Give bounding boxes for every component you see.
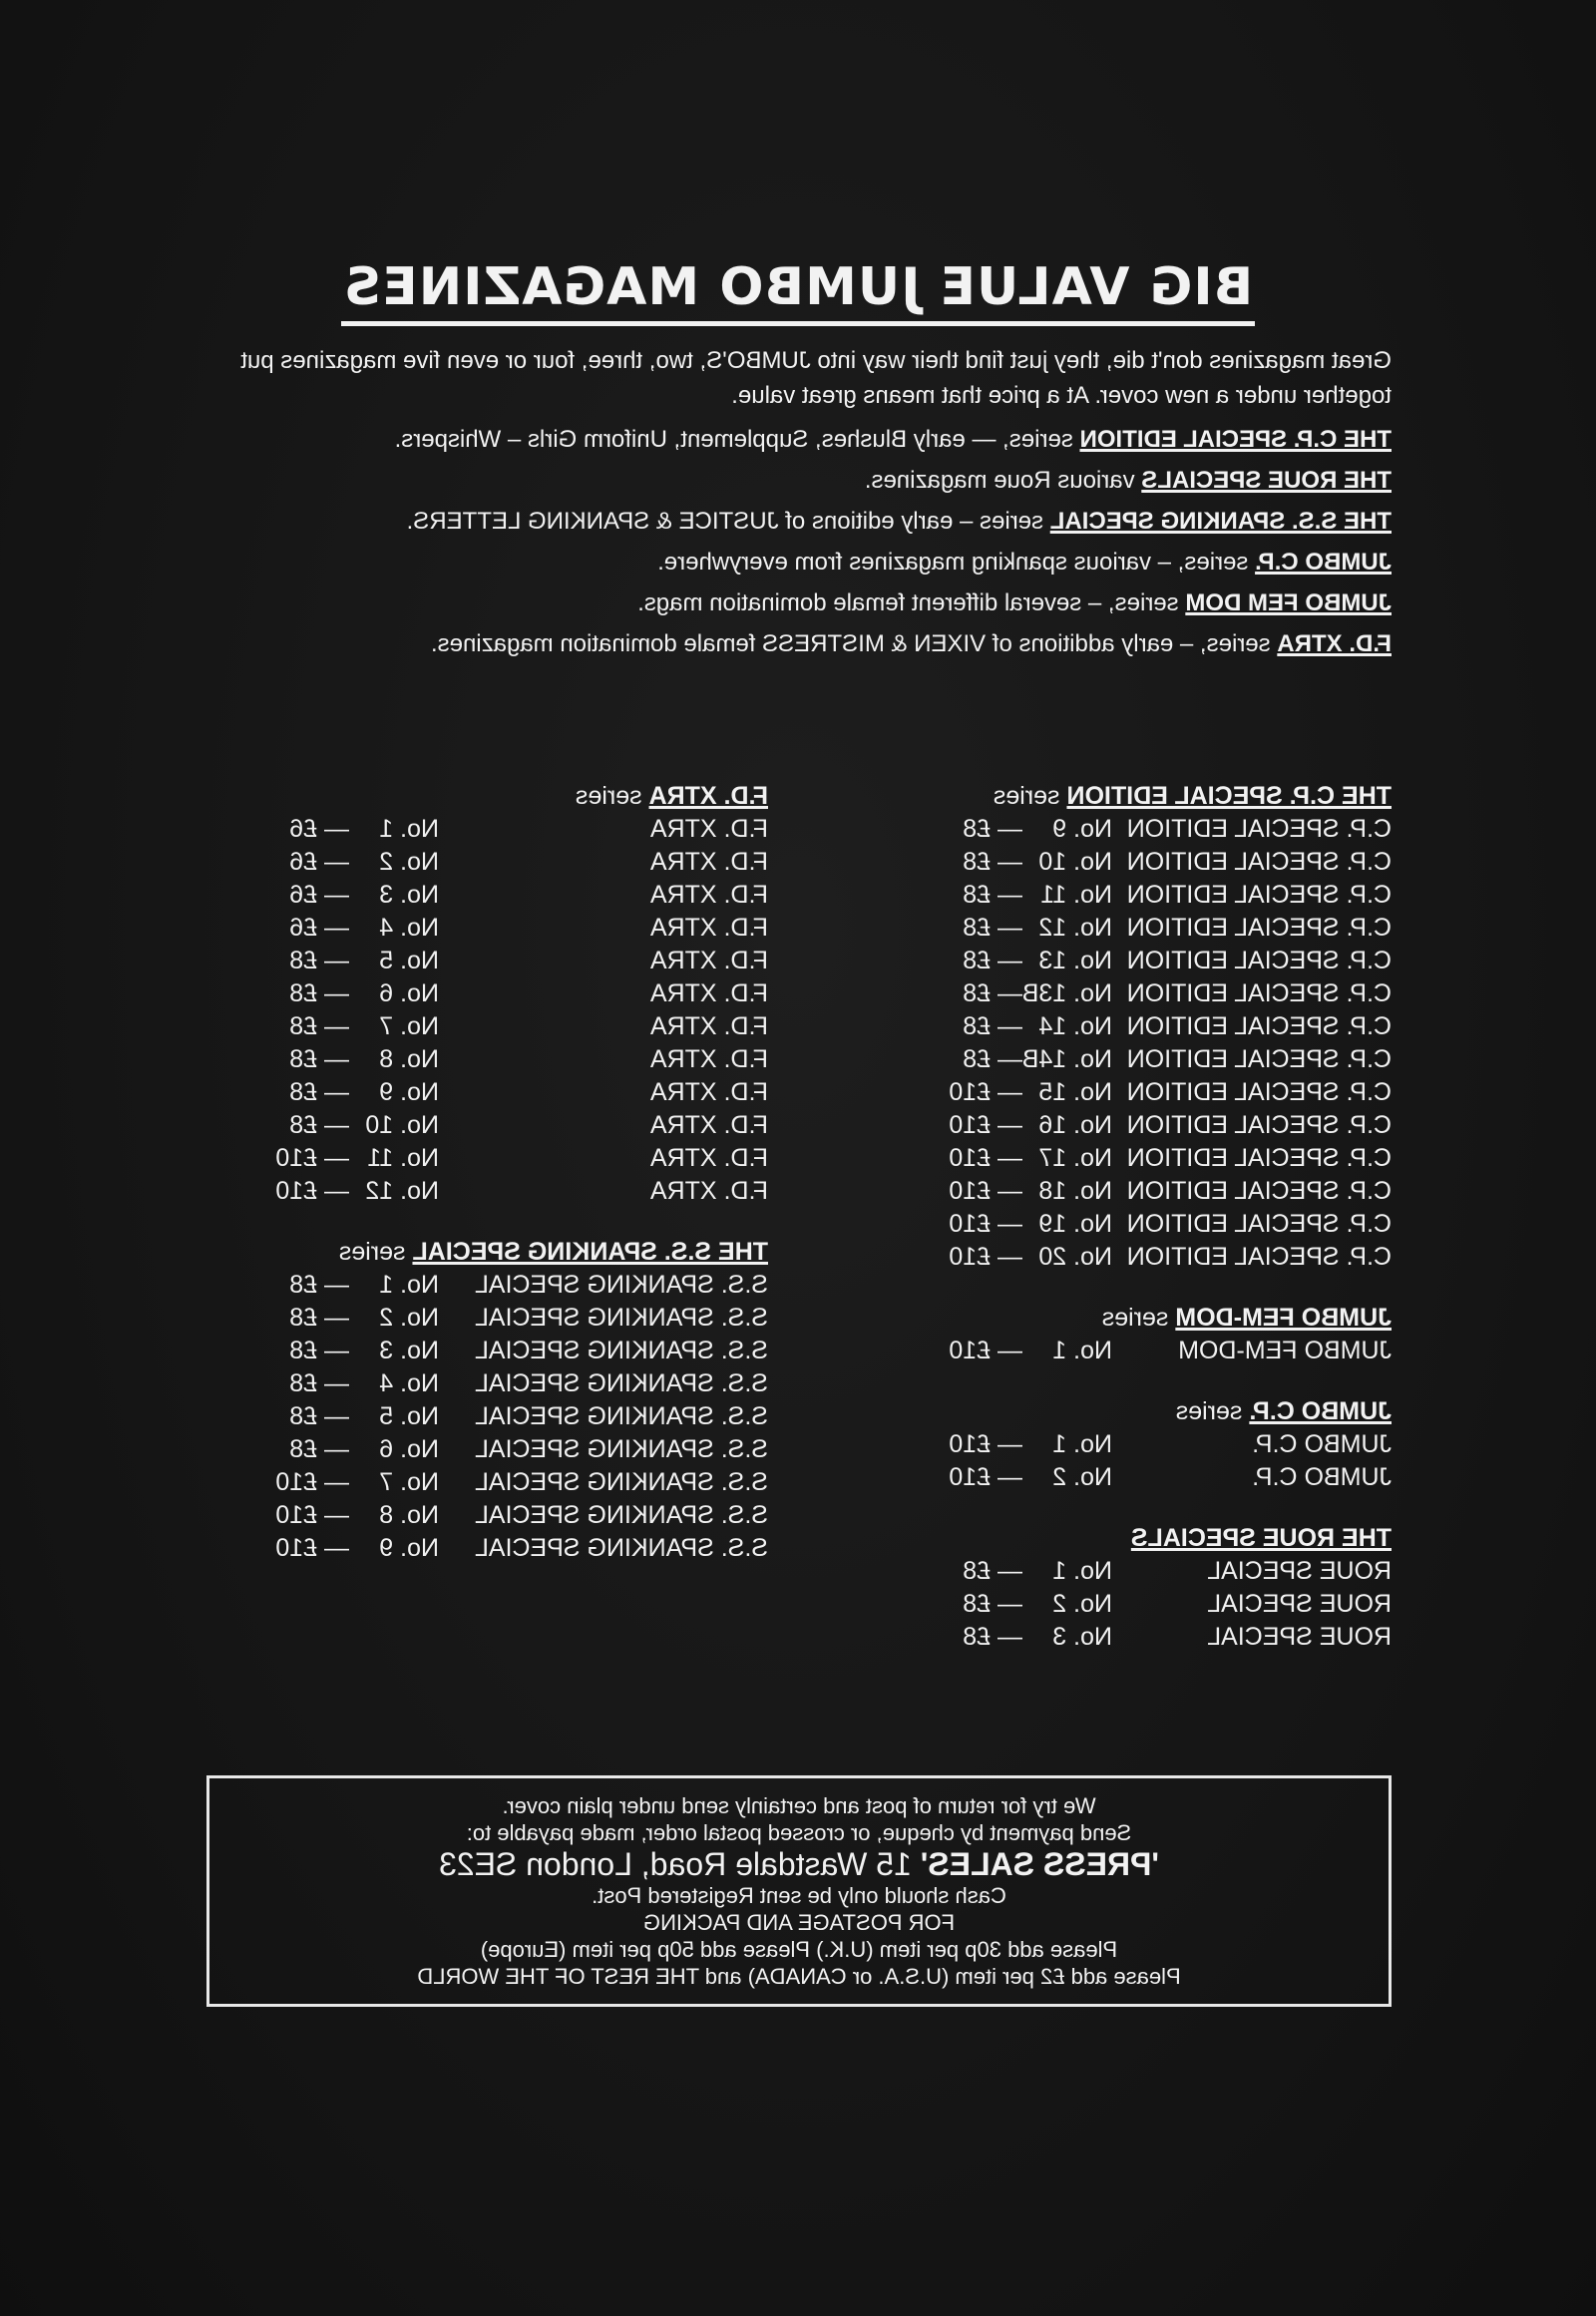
section-title: JUMBO C.P. [1249, 1397, 1392, 1425]
item-price: — £8 [289, 979, 349, 1007]
price-row [209, 1302, 768, 1335]
item-title: F.D. XTRA [649, 1012, 768, 1040]
intro-line [195, 419, 1392, 460]
item-number: No. 7 [379, 1012, 439, 1040]
item-price: — £8 [289, 1045, 349, 1073]
price-row [209, 1433, 768, 1466]
intro-line [195, 501, 1392, 542]
price-row [883, 1208, 1392, 1241]
item-title: C.P. SPECIAL EDITION [1126, 1243, 1392, 1271]
series-name: THE ROUE SPECIALS [1141, 467, 1392, 494]
item-number: No. 8 [379, 1501, 439, 1529]
section-suffix: series [575, 782, 649, 810]
order-line: Send payment by cheque, or crossed postal order, made payable to: [466, 1820, 1132, 1845]
item-title: F.D. XTRA [649, 979, 768, 1007]
fd-xtra-heading [209, 780, 768, 813]
price-row [209, 912, 768, 945]
item-number: No. 6 [379, 1435, 439, 1463]
item-number: No. 12 [365, 1177, 439, 1205]
item-title: JUMBO C.P. [1252, 1463, 1392, 1491]
price-row [209, 945, 768, 977]
item-title: C.P. SPECIAL EDITION [1126, 1177, 1392, 1205]
order-address [209, 1846, 1389, 1882]
item-title: S.S. SPANKING SPECIAL [474, 1435, 768, 1463]
price-row [883, 945, 1392, 977]
item-price: — £8 [289, 1435, 349, 1463]
item-price: — £8 [289, 1304, 349, 1332]
intro-line [195, 582, 1392, 623]
price-row [209, 1335, 768, 1367]
series-desc: series, – early additions of VIXEN & MISTRESS female domination magazines. [430, 630, 1278, 657]
item-title: C.P. SPECIAL EDITION [1126, 1045, 1392, 1073]
item-number: No. 6 [379, 979, 439, 1007]
order-line: Please add 30p per item (U.K.) Please add 50p per item (Europe) [480, 1937, 1118, 1962]
section-title: THE ROUE SPECIALS [1130, 1524, 1392, 1552]
item-price: — £8 [963, 1557, 1022, 1585]
item-number: No. 14 [1038, 1012, 1112, 1040]
item-title: C.P. SPECIAL EDITION [1126, 1012, 1392, 1040]
item-title: C.P. SPECIAL EDITION [1126, 947, 1392, 974]
item-title: F.D. XTRA [649, 947, 768, 974]
item-title: ROUE SPECIAL [1207, 1590, 1392, 1618]
item-title: F.D. XTRA [649, 1045, 768, 1073]
series-name: THE C.P. SPECIAL EDITION [1079, 426, 1392, 453]
item-number: No. 1 [1052, 1557, 1112, 1585]
item-title: S.S. SPANKING SPECIAL [474, 1468, 768, 1496]
price-row [209, 1010, 768, 1043]
item-price: — £10 [949, 1144, 1022, 1172]
price-row [209, 1400, 768, 1433]
item-number: No. 8 [379, 1045, 439, 1073]
price-row [883, 813, 1392, 846]
price-row [883, 1175, 1392, 1208]
intro-line [195, 542, 1392, 582]
item-title: C.P. SPECIAL EDITION [1126, 914, 1392, 942]
price-row [883, 977, 1392, 1010]
item-price: — £8 [289, 947, 349, 974]
item-title: F.D. XTRA [649, 881, 768, 909]
price-row [209, 1142, 768, 1175]
section-title: THE S.S. SPANKING SPECIAL [412, 1238, 768, 1266]
item-title: C.P. SPECIAL EDITION [1126, 1144, 1392, 1172]
company-name: 'PRESS SALES' [920, 1846, 1159, 1882]
jumbo-fem-dom-heading [883, 1302, 1392, 1335]
item-price: — £8 [963, 947, 1022, 974]
item-number: No. 2 [1052, 1590, 1112, 1618]
section-suffix: series [338, 1238, 413, 1266]
item-price: — £8 [963, 1012, 1022, 1040]
section-suffix: series [1175, 1397, 1250, 1425]
price-row [883, 846, 1392, 879]
item-number: No. 7 [379, 1468, 439, 1496]
item-price: — £10 [275, 1468, 349, 1496]
item-price: — £8 [289, 1271, 349, 1299]
order-line: Please add £2 per item (U.S.A. or CANADA) and THE REST OF THE WORLD [417, 1964, 1181, 1989]
series-name: JUMBO C.P. [1255, 549, 1392, 576]
price-row [209, 1076, 768, 1109]
item-price: — £10 [275, 1501, 349, 1529]
item-number: No. 11 [367, 1144, 439, 1172]
cp-special-list [883, 813, 1392, 1274]
item-title: C.P. SPECIAL EDITION [1126, 1210, 1392, 1238]
jumbo-cp-list [883, 1428, 1392, 1494]
price-row [883, 1109, 1392, 1142]
price-row [209, 1175, 768, 1208]
jumbo-cp-heading [883, 1395, 1392, 1428]
left-price-column [883, 780, 1392, 1654]
item-price: — £8 [963, 914, 1022, 942]
item-number: No. 1 [1052, 1337, 1112, 1364]
order-info-box [206, 1775, 1392, 2007]
item-price: — £10 [949, 1337, 1022, 1364]
ss-spanking-heading [209, 1236, 768, 1269]
item-price: — £6 [289, 848, 349, 876]
item-price: — £6 [289, 914, 349, 942]
item-number: No. 11 [1040, 881, 1112, 909]
item-title: S.S. SPANKING SPECIAL [474, 1369, 768, 1397]
price-row [209, 1269, 768, 1302]
section-title: F.D. XTRA [648, 782, 768, 810]
item-price: — £8 [963, 1590, 1022, 1618]
intro-section [195, 343, 1392, 664]
item-title: C.P. SPECIAL EDITION [1126, 979, 1392, 1007]
price-row [883, 1588, 1392, 1621]
cp-special-heading [883, 780, 1392, 813]
item-title: C.P. SPECIAL EDITION [1126, 815, 1392, 843]
item-price: — £6 [289, 815, 349, 843]
series-name: THE S.S. SPANKING SPECIAL [1049, 508, 1392, 535]
item-number: No. 4 [379, 914, 439, 942]
item-number: No. 10 [365, 1111, 439, 1139]
item-number: No. 3 [1052, 1623, 1112, 1651]
item-number: No. 2 [379, 1304, 439, 1332]
item-title: ROUE SPECIAL [1207, 1623, 1392, 1651]
item-title: JUMBO C.P. [1252, 1430, 1392, 1458]
item-price: — £8 [963, 979, 1022, 1007]
item-price: — £10 [949, 1210, 1022, 1238]
item-price: — £8 [963, 1045, 1022, 1073]
price-row [209, 813, 768, 846]
item-number: No. 12 [1038, 914, 1112, 942]
item-number: No. 20 [1038, 1243, 1112, 1271]
item-title: S.S. SPANKING SPECIAL [474, 1337, 768, 1364]
item-number: No. 10 [1038, 848, 1112, 876]
item-number: No. 2 [379, 848, 439, 876]
price-row [209, 846, 768, 879]
price-row [883, 1461, 1392, 1494]
item-title: S.S. SPANKING SPECIAL [474, 1304, 768, 1332]
street-address: 15 Wastdale Road, London SE23 [439, 1846, 921, 1882]
price-row [883, 1241, 1392, 1274]
item-price: — £8 [289, 1337, 349, 1364]
item-title: S.S. SPANKING SPECIAL [474, 1271, 768, 1299]
item-title: S.S. SPANKING SPECIAL [474, 1402, 768, 1430]
item-number: No. 14B [1021, 1045, 1112, 1073]
item-price: — £10 [949, 1078, 1022, 1106]
item-price: — £10 [275, 1177, 349, 1205]
series-name: JUMBO FEM DOM [1185, 589, 1392, 616]
item-title: F.D. XTRA [649, 815, 768, 843]
price-row [883, 879, 1392, 912]
price-row [883, 912, 1392, 945]
price-row [209, 977, 768, 1010]
item-number: No. 3 [379, 1337, 439, 1364]
item-number: No. 1 [379, 1271, 439, 1299]
item-price: — £10 [949, 1111, 1022, 1139]
item-price: — £8 [963, 848, 1022, 876]
section-title: JUMBO FEM-DOM [1175, 1304, 1392, 1332]
item-number: No. 2 [1052, 1463, 1112, 1491]
item-title: F.D. XTRA [649, 1144, 768, 1172]
item-price: — £10 [949, 1463, 1022, 1491]
ss-spanking-list [209, 1269, 768, 1565]
item-number: No. 16 [1038, 1111, 1112, 1139]
item-price: — £10 [949, 1430, 1022, 1458]
order-line: We try for return of post and certainly send under plain cover. [502, 1793, 1096, 1818]
item-title: S.S. SPANKING SPECIAL [474, 1501, 768, 1529]
item-title: ROUE SPECIAL [1207, 1557, 1392, 1585]
section-suffix: series [993, 782, 1067, 810]
series-desc: series – early editions of JUSTICE & SPANKING LETTERS. [406, 508, 1050, 535]
item-number: No. 15 [1038, 1078, 1112, 1106]
intro-paragraph: Great magazines don't die, they just find their way into JUMBO'S, two, three, four or even five magazines put together under a new cover. At a price that means great value. [240, 347, 1392, 409]
item-title: F.D. XTRA [649, 914, 768, 942]
price-row [209, 879, 768, 912]
item-number: No. 1 [1052, 1430, 1112, 1458]
intro-line [195, 460, 1392, 501]
roue-specials-list [883, 1555, 1392, 1654]
series-desc: various Roue magazines. [864, 467, 1142, 494]
item-number: No. 13 [1038, 947, 1112, 974]
item-number: No. 1 [379, 815, 439, 843]
price-row [883, 1428, 1392, 1461]
section-title: THE C.P. SPECIAL EDITION [1066, 782, 1392, 810]
item-title: C.P. SPECIAL EDITION [1126, 1111, 1392, 1139]
price-row [883, 1335, 1392, 1367]
item-number: No. 4 [379, 1369, 439, 1397]
page-title-wrap [0, 257, 1596, 326]
item-price: — £8 [963, 881, 1022, 909]
item-price: — £8 [963, 815, 1022, 843]
item-title: F.D. XTRA [649, 1111, 768, 1139]
series-desc: series, – various spanking magazines from everywhere. [657, 549, 1256, 576]
price-row [209, 1499, 768, 1532]
jumbo-fem-dom-list [883, 1335, 1392, 1367]
item-number: No. 17 [1038, 1144, 1112, 1172]
price-row [209, 1043, 768, 1076]
item-title: C.P. SPECIAL EDITION [1126, 848, 1392, 876]
item-price: — £8 [289, 1078, 349, 1106]
price-row [883, 1076, 1392, 1109]
series-desc: series, – several different female domination mags. [637, 589, 1186, 616]
item-price: — £8 [289, 1369, 349, 1397]
price-row [209, 1109, 768, 1142]
series-name: F.D. XTRA [1277, 630, 1392, 657]
section-suffix: series [1101, 1304, 1176, 1332]
item-title: C.P. SPECIAL EDITION [1126, 881, 1392, 909]
item-number: No. 18 [1038, 1177, 1112, 1205]
item-number: No. 5 [379, 947, 439, 974]
item-title: F.D. XTRA [649, 1177, 768, 1205]
fd-xtra-list [209, 813, 768, 1208]
item-price: — £8 [289, 1402, 349, 1430]
item-price: — £10 [949, 1243, 1022, 1271]
item-price: — £10 [949, 1177, 1022, 1205]
roue-specials-heading [883, 1522, 1392, 1555]
price-row [883, 1010, 1392, 1043]
price-row [209, 1466, 768, 1499]
page-title: BIG VALUE JUMBO MAGAZINES [341, 257, 1256, 326]
price-row [883, 1621, 1392, 1654]
price-row [209, 1367, 768, 1400]
item-number: No. 9 [379, 1078, 439, 1106]
item-price: — £8 [289, 1111, 349, 1139]
price-row [209, 1532, 768, 1565]
item-title: JUMBO FEM-DOM [1178, 1337, 1392, 1364]
item-title: C.P. SPECIAL EDITION [1126, 1078, 1392, 1106]
price-row [883, 1043, 1392, 1076]
price-row [883, 1142, 1392, 1175]
item-price: — £8 [289, 1012, 349, 1040]
price-row [883, 1555, 1392, 1588]
item-title: S.S. SPANKING SPECIAL [474, 1534, 768, 1562]
item-number: No. 9 [379, 1534, 439, 1562]
right-price-column [209, 780, 768, 1565]
item-price: — £10 [275, 1534, 349, 1562]
item-number: No. 9 [1052, 815, 1112, 843]
intro-line [195, 623, 1392, 664]
item-price: — £6 [289, 881, 349, 909]
order-line: Cash should only be sent Registered Post. [592, 1883, 1006, 1908]
order-line: FOR POSTAGE AND PACKING [642, 1910, 956, 1935]
item-title: F.D. XTRA [649, 848, 768, 876]
item-title: F.D. XTRA [649, 1078, 768, 1106]
item-number: No. 3 [379, 881, 439, 909]
item-number: No. 5 [379, 1402, 439, 1430]
item-price: — £10 [275, 1144, 349, 1172]
series-desc: series, — early Blushes, Supplement, Uniform Girls – Whispers. [394, 426, 1080, 453]
item-price: — £8 [963, 1623, 1022, 1651]
item-number: No. 13B [1021, 979, 1112, 1007]
item-number: No. 19 [1038, 1210, 1112, 1238]
